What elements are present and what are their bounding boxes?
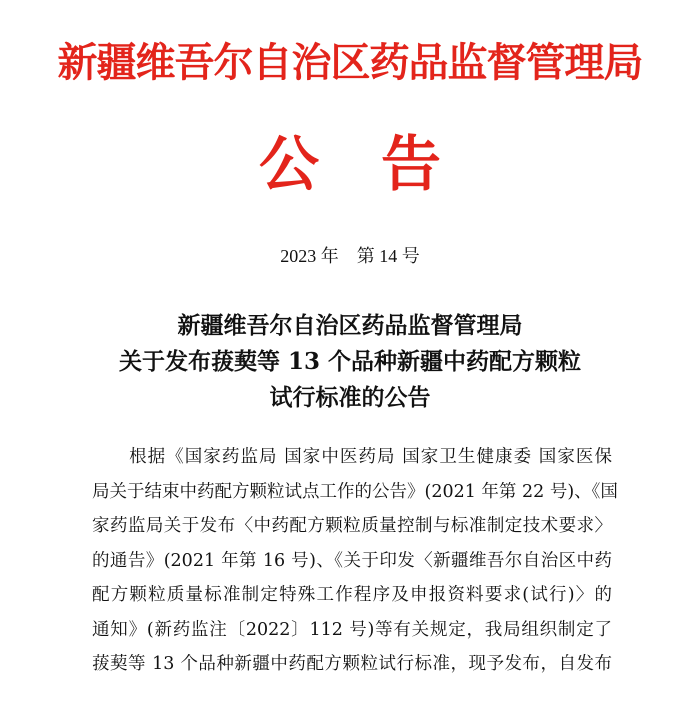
document-number: 2023 年 第 14 号 [280,246,420,266]
body-line: 的通告》(2021 年第 16 号)、《关于印发〈新疆维吾尔自治区中药 [92,550,612,571]
title-line-1: 新疆维吾尔自治区药品监督管理局 [177,312,523,339]
body-line: 根据《国家药监局 国家中医药局 国家卫生健康委 国家医保 [92,447,612,467]
body-paragraph [92,440,618,682]
announcement-title [0,308,700,416]
body-line: 通知》(新药监注〔2022〕112 号)等有关规定，我局组织制定了 [92,619,612,640]
body-line: 配方颗粒质量标准制定特殊工作程序及申报资料要求(试行)〉的 [92,585,612,605]
issuer-header: 新疆维吾尔自治区药品监督管理局 [57,39,643,86]
title-line-2: 关于发布菝葜等 13 个品种新疆中药配方颗粒 [118,348,582,375]
document-type-heading [0,130,700,200]
body-line: 局关于结束中药配方颗粒试点工作的公告》(2021 年第 22 号)、《国 [92,481,618,502]
document-type-char-1: 公 [259,130,319,200]
title-line-3: 试行标准的公告 [269,384,431,411]
body-line: 家药监局关于发布〈中药配方颗粒质量控制与标准制定技术要求〉 [92,516,612,536]
document-type-char-2: 告 [381,130,441,200]
body-line: 菝葜等 13 个品种新疆中药配方颗粒试行标准，现予发布，自发布 [92,654,612,674]
